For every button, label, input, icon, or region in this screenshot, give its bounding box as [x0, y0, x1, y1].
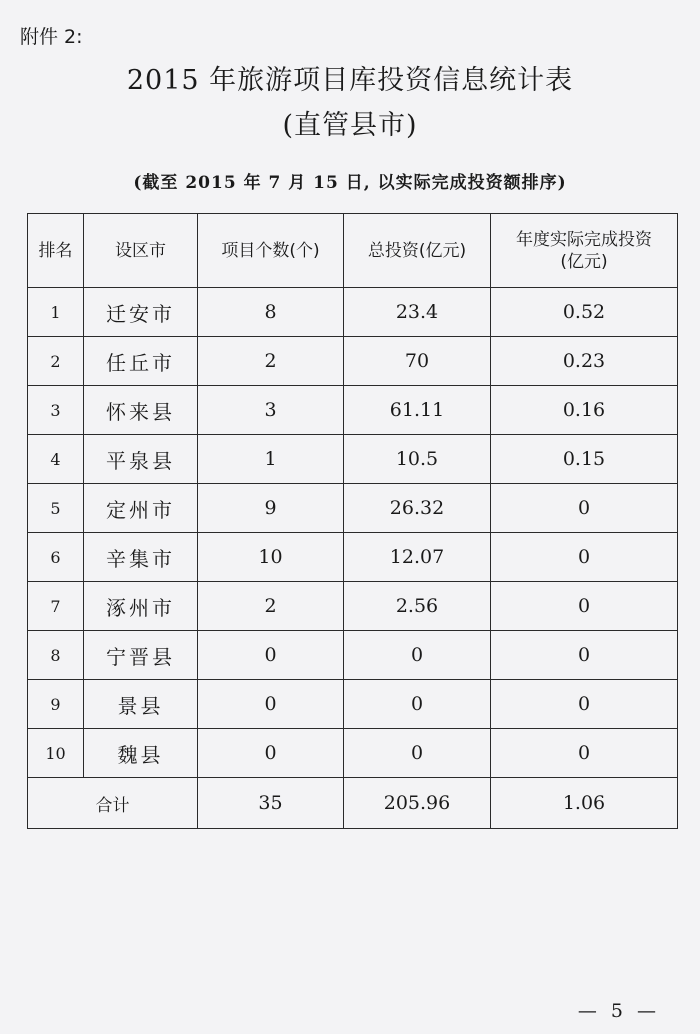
projects-cell: 9: [198, 484, 344, 533]
header-total-investment: 总投资(亿元): [344, 214, 491, 288]
rank-cell: 10: [28, 729, 84, 778]
total-label: 合计: [28, 778, 198, 829]
completed-investment-cell: 0.15: [491, 435, 678, 484]
total-investment-cell: 26.32: [344, 484, 491, 533]
total-investment-cell: 61.11: [344, 386, 491, 435]
rank-cell: 3: [28, 386, 84, 435]
table-row: [28, 337, 678, 386]
total-investment-cell: 2.56: [344, 582, 491, 631]
rank-cell: 6: [28, 533, 84, 582]
table-row: [28, 729, 678, 778]
table-row: [28, 484, 678, 533]
completed-investment-cell: 0: [491, 484, 678, 533]
projects-cell: 0: [198, 680, 344, 729]
completed-investment-cell: 0: [491, 631, 678, 680]
table-row: [28, 582, 678, 631]
header-projects: 项目个数(个): [198, 214, 344, 288]
projects-cell: 10: [198, 533, 344, 582]
rank-cell: 5: [28, 484, 84, 533]
header-completed-investment: 年度实际完成投资 (亿元): [491, 214, 678, 288]
total-investment-cell: 0: [344, 631, 491, 680]
table-row: [28, 386, 678, 435]
total-investment-cell: 12.07: [344, 533, 491, 582]
projects-cell: 3: [198, 386, 344, 435]
rank-cell: 4: [28, 435, 84, 484]
total-investment-cell: 23.4: [344, 288, 491, 337]
completed-investment-cell: 0: [491, 680, 678, 729]
city-cell: 魏县: [84, 729, 198, 778]
city-cell: 定州市: [84, 484, 198, 533]
city-cell: 景县: [84, 680, 198, 729]
table-row: [28, 631, 678, 680]
rank-cell: 1: [28, 288, 84, 337]
table-row: [28, 288, 678, 337]
completed-investment-cell: 0: [491, 582, 678, 631]
projects-cell: 1: [198, 435, 344, 484]
total-projects-cell: 35: [198, 778, 344, 829]
total-investment-cell: 0: [344, 680, 491, 729]
completed-investment-cell: 0: [491, 533, 678, 582]
city-cell: 辛集市: [84, 533, 198, 582]
table-body: [28, 288, 678, 829]
table-header-row: [28, 214, 678, 288]
rank-cell: 8: [28, 631, 84, 680]
projects-cell: 2: [198, 337, 344, 386]
city-cell: 宁晋县: [84, 631, 198, 680]
total-completed-sum-cell: 1.06: [491, 778, 678, 829]
rank-cell: 9: [28, 680, 84, 729]
header-rank: 排名: [28, 214, 84, 288]
city-cell: 任丘市: [84, 337, 198, 386]
total-investment-cell: 70: [344, 337, 491, 386]
document-subtitle: (截至 2015 年 7 月 15 日, 以实际完成投资额排序): [133, 173, 567, 193]
projects-cell: 0: [198, 729, 344, 778]
document-title: 2015 年旅游项目库投资信息统计表: [126, 65, 574, 96]
total-investment-sum-cell: 205.96: [344, 778, 491, 829]
table-row: [28, 680, 678, 729]
city-cell: 平泉县: [84, 435, 198, 484]
investment-table: [27, 213, 678, 829]
total-investment-cell: 10.5: [344, 435, 491, 484]
projects-cell: 2: [198, 582, 344, 631]
completed-investment-cell: 0: [491, 729, 678, 778]
projects-cell: 8: [198, 288, 344, 337]
table-row: [28, 533, 678, 582]
page-number: — 5 —: [577, 1000, 660, 1022]
completed-investment-cell: 0.16: [491, 386, 678, 435]
attachment-label: 附件 2:: [20, 26, 83, 48]
rank-cell: 7: [28, 582, 84, 631]
city-cell: 怀来县: [84, 386, 198, 435]
city-cell: 涿州市: [84, 582, 198, 631]
total-investment-cell: 0: [344, 729, 491, 778]
header-city: 设区市: [84, 214, 198, 288]
completed-investment-cell: 0.52: [491, 288, 678, 337]
table-row: [28, 435, 678, 484]
projects-cell: 0: [198, 631, 344, 680]
completed-investment-cell: 0.23: [491, 337, 678, 386]
total-row: [28, 778, 678, 829]
document-title-sub: (直管县市): [282, 110, 418, 141]
rank-cell: 2: [28, 337, 84, 386]
city-cell: 迁安市: [84, 288, 198, 337]
